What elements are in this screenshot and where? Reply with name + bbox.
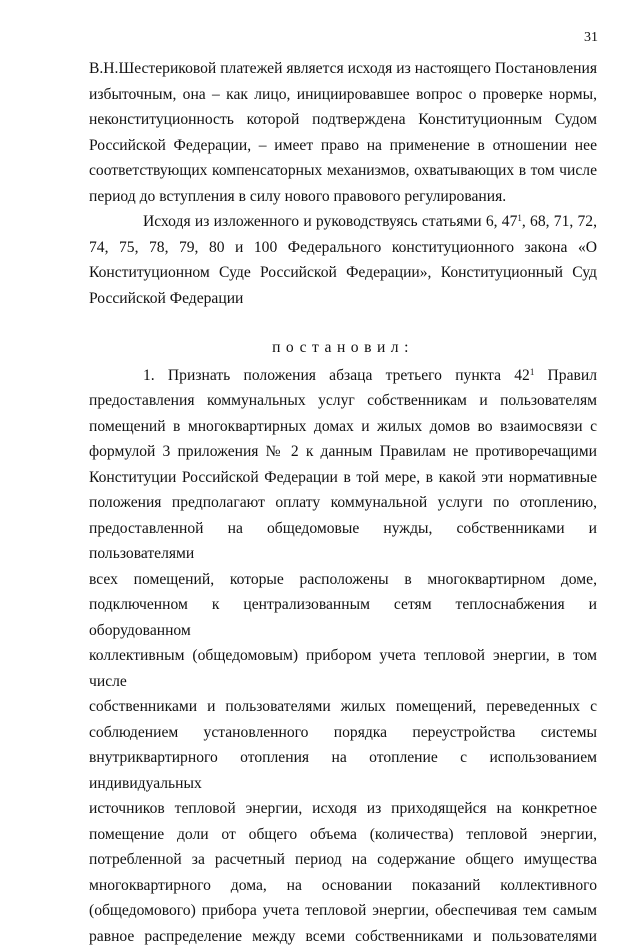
- document-body: [89, 56, 597, 949]
- paragraph-line: предоставления коммунальных услуг собственникам и пользователям: [89, 388, 597, 414]
- paragraph-line: потребленной за расчетный период на содержание общего имущества: [89, 847, 597, 873]
- page-number: 31: [584, 28, 598, 48]
- paragraph-line: [89, 209, 597, 235]
- paragraph-line: подключенном к централизованным сетям теплоснабжения и оборудованном: [89, 592, 597, 643]
- paragraph-line: источников тепловой энергии, исходя из приходящейся на конкретное: [89, 796, 597, 822]
- superscript: 1: [530, 367, 535, 377]
- paragraph-line: (общедомового) прибора учета тепловой энергии, обеспечивая тем самым: [89, 898, 597, 924]
- paragraph-line: предоставленной на общедомовые нужды, собственниками и пользователями: [89, 516, 597, 567]
- superscript: 1: [517, 213, 522, 223]
- paragraph-line: помещений в многоквартирных домах и жилых домов во взаимосвязи с: [89, 414, 597, 440]
- paragraph-line: собственниками и пользователями жилых помещений, переведенных с: [89, 694, 597, 720]
- paragraph-line: всех помещений, которые расположены в многоквартирном доме,: [89, 567, 597, 593]
- paragraph-line: соблюдением установленного порядка переустройства системы: [89, 720, 597, 746]
- paragraph-line: В.Н.Шестериковой платежей является исходя из настоящего Постановления: [89, 56, 597, 82]
- paragraph-line: коллективным (общедомовым) прибором учета тепловой энергии, в том числе: [89, 643, 597, 694]
- paragraph-line: Конституционном Суде Российской Федерации», Конституционный Суд: [89, 260, 597, 286]
- paragraph-line: внутриквартирного отопления на отопление с использованием индивидуальных: [89, 745, 597, 796]
- text-span: Исходя из изложенного и руководствуясь статьями 6, 47: [143, 213, 517, 230]
- paragraph-line: равное распределение между всеми собственниками и пользователями: [89, 924, 597, 949]
- text-span: , 68, 71, 72,: [522, 213, 597, 230]
- paragraph-line: избыточным, она – как лицо, инициировавшее вопрос о проверке нормы,: [89, 82, 597, 108]
- paragraph-line: положения предполагают оплату коммунальной услуги по отоплению,: [89, 490, 597, 516]
- paragraph-line: многоквартирного дома, на основании показаний коллективного: [89, 873, 597, 899]
- paragraph-line: Конституции Российской Федерации в той мере, в какой эти нормативные: [89, 465, 597, 491]
- paragraph-line: [89, 363, 597, 389]
- paragraph-line: формулой 3 приложения № 2 к данным Правилам не противоречащими: [89, 439, 597, 465]
- paragraph-line: Российской Федерации: [89, 286, 597, 312]
- paragraph-line: 74, 75, 78, 79, 80 и 100 Федерального конституционного закона «О: [89, 235, 597, 261]
- paragraph-line: период до вступления в силу нового правового регулирования.: [89, 184, 597, 210]
- text-span: Правил: [534, 367, 597, 384]
- paragraph-line: неконституционность которой подтверждена Конституционным Судом: [89, 107, 597, 133]
- text-span: 1. Признать положения абзаца третьего пункта 42: [143, 367, 530, 384]
- paragraph-line: соответствующих компенсаторных механизмов, охватывающих в том числе: [89, 158, 597, 184]
- decree-heading: постановил:: [89, 335, 597, 361]
- paragraph-line: Российской Федерации, – имеет право на применение в отношении нее: [89, 133, 597, 159]
- paragraph-line: помещение доли от общего объема (количества) тепловой энергии,: [89, 822, 597, 848]
